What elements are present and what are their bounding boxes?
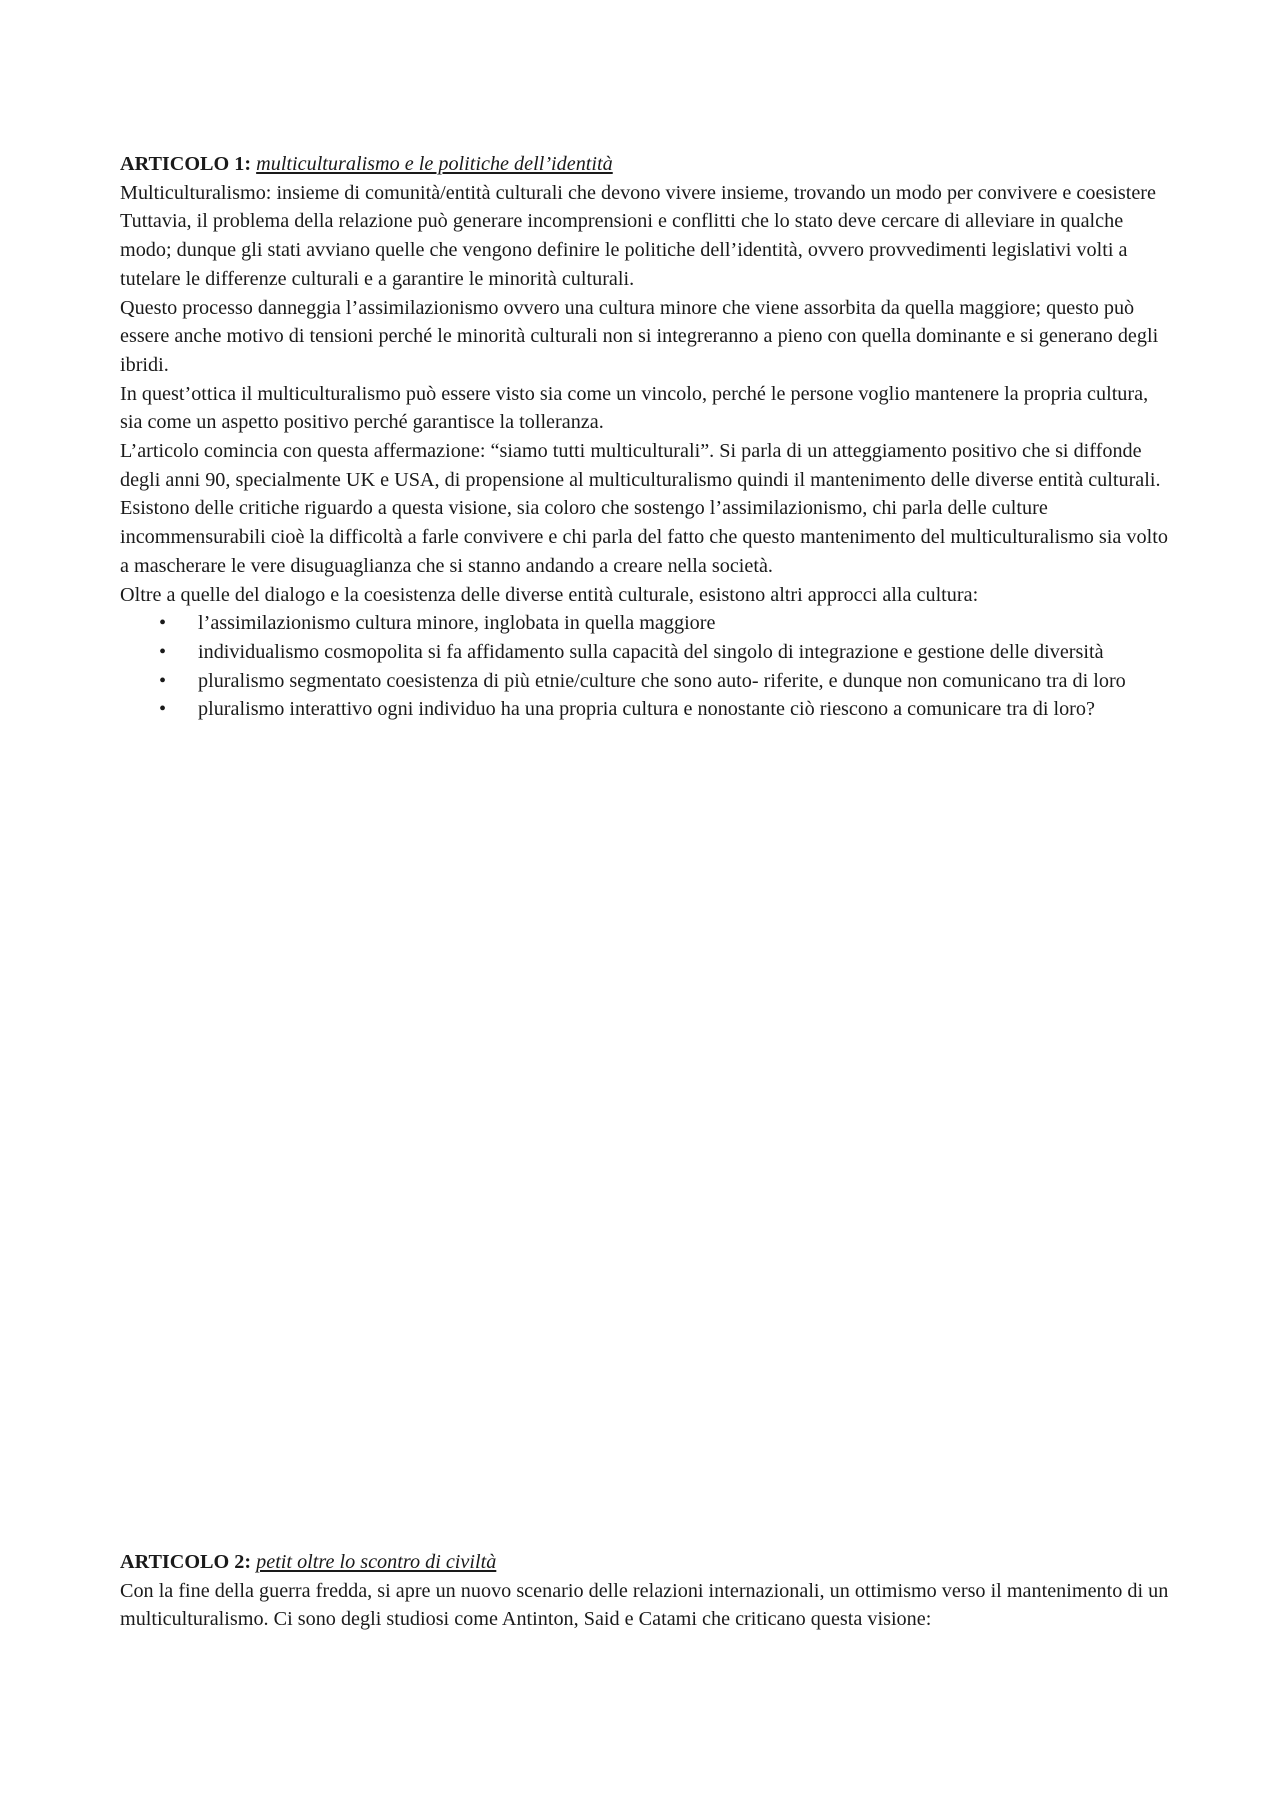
list-item — [120, 638, 1170, 667]
paragraph: Esistono delle critiche riguardo a questa visione, sia coloro che sostengo l’assimilazionismo, chi parla delle culture incommensurabili cioè la difficoltà a farle convivere e chi parla del fatto che questo mantenimento del multiculturalismo sia volto a mascherare le vere disuguaglianza che si stanno andando a creare nella società. — [120, 497, 1168, 577]
list-item — [120, 695, 1170, 724]
list-item-text: pluralismo segmentato coesistenza di più etnie/culture che sono auto- riferite, e dunque non comunicano tra di loro — [198, 669, 1126, 692]
article-1-heading-subtitle: multiculturalismo e le politiche dell’identità — [256, 153, 613, 175]
list-item-text: individualismo cosmopolita si fa affidamento sulla capacità del singolo di integrazione e gestione delle diversità — [198, 640, 1104, 663]
list-item-text: l’assimilazionismo cultura minore, inglobata in quella maggiore — [198, 612, 716, 635]
paragraph: In quest’ottica il multiculturalismo può essere visto sia come un vincolo, perché le persone voglio mantenere la propria cultura, sia come un aspetto positivo perché garantisce la tolleranza. — [120, 382, 1149, 434]
approaches-list — [120, 609, 1170, 724]
article-2-heading — [120, 1548, 1170, 1577]
article-1-section — [120, 150, 1170, 724]
bullet-icon: • — [159, 640, 167, 663]
paragraph: Oltre a quelle del dialogo e la coesistenza delle diverse entità culturale, esistono altri approcci alla cultura: — [120, 583, 979, 606]
paragraph: Tuttavia, il problema della relazione può generare incomprensioni e conflitti che lo stato deve cercare di alleviare in qualche modo; dunque gli stati avviano quelle che vengono definire le politiche dell’identità, ovvero provvedimenti legislativi volti a tutelare le differenze culturali e a garantire le minorità culturali. — [120, 210, 1128, 290]
article-1-heading-label: ARTICOLO 1: — [120, 153, 252, 175]
bullet-icon: • — [159, 669, 167, 692]
paragraph: Questo processo danneggia l’assimilazionismo ovvero una cultura minore che viene assorbita da quella maggiore; questo può essere anche motivo di tensioni perché le minorità culturali non si integreranno a pieno con quella dominante e si generano degli ibridi. — [120, 296, 1159, 376]
paragraph: Multiculturalismo: insieme di comunità/entità culturali che devono vivere insieme, trovando un modo per convivere e coesistere — [120, 181, 1156, 204]
list-item-text: pluralismo interattivo ogni individuo ha una propria cultura e nonostante ciò riescono a comunicare tra di loro? — [198, 698, 1095, 721]
bullet-icon: • — [159, 698, 167, 721]
article-2-heading-subtitle: petit oltre lo scontro di civiltà — [256, 1551, 497, 1573]
list-item — [120, 609, 1170, 638]
article-1-heading — [120, 150, 1170, 179]
article-2-section — [120, 1548, 1170, 1634]
bullet-icon: • — [159, 612, 167, 635]
article-2-heading-label: ARTICOLO 2: — [120, 1551, 252, 1573]
paragraph: L’articolo comincia con questa affermazione: “siamo tutti multiculturali”. Si parla di un atteggiamento positivo che si diffonde degli anni 90, specialmente UK e USA, di propensione al multiculturalismo quindi il mantenimento delle diverse entità culturali. — [120, 440, 1161, 491]
list-item — [120, 667, 1170, 696]
paragraph: Con la fine della guerra fredda, si apre un nuovo scenario delle relazioni internazionali, un ottimismo verso il mantenimento di un multiculturalismo. Ci sono degli studiosi come Antinton, Said e Catami che criticano questa visione: — [120, 1579, 1169, 1631]
